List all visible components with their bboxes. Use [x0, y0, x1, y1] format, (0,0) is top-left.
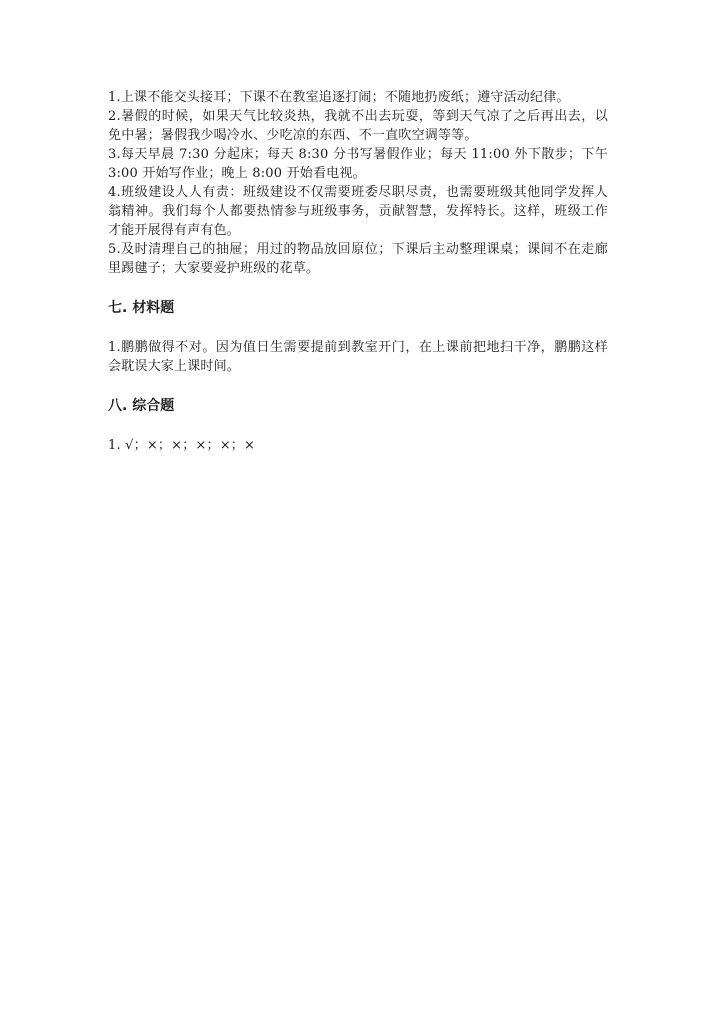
answer-content [108, 88, 608, 455]
answer-item-1: 1.上课不能交头接耳；下课不在教室追逐打闹；不随地扔废纸；遵守活动纪律。 [108, 90, 570, 105]
answer-item-5: 5.及时清理自己的抽屉；用过的物品放回原位；下课后主动整理课桌；课间不在走廊里踢毽子；大家要爱护班级的花草。 [108, 242, 608, 276]
answer-item-4: 4.班级建设人人有责：班级建设不仅需要班委尽职尽责，也需要班级其他同学发挥人翁精神。我们每个人都要热情参与班级事务，贡献智慧，发挥特长。这样，班级工作才能开展得有声有色。 [108, 185, 608, 238]
material-answer: 1.鹏鹏做得不对。因为值日生需要提前到教室开门，在上课前把地扫干净，鹏鹏这样会耽误大家上课时间。 [108, 340, 608, 374]
answer-item-2: 2.暑假的时候，如果天气比较炎热，我就不出去玩耍，等到天气凉了之后再出去，以免中暑；暑假我少喝冷水、少吃凉的东西、不一直吹空调等等。 [108, 109, 608, 143]
answer-item-3: 3.每天早晨 7:30 分起床；每天 8:30 分书写暑假作业；每天 11:00 外下散步；下午 3:00 开始写作业；晚上 8:00 开始看电视。 [108, 147, 608, 181]
comprehensive-answer: 1. √；×；×；×；×；× [108, 438, 256, 453]
section-heading-comprehensive: 八. 综合题 [108, 398, 175, 414]
section-heading-material: 七. 材料题 [108, 300, 175, 316]
